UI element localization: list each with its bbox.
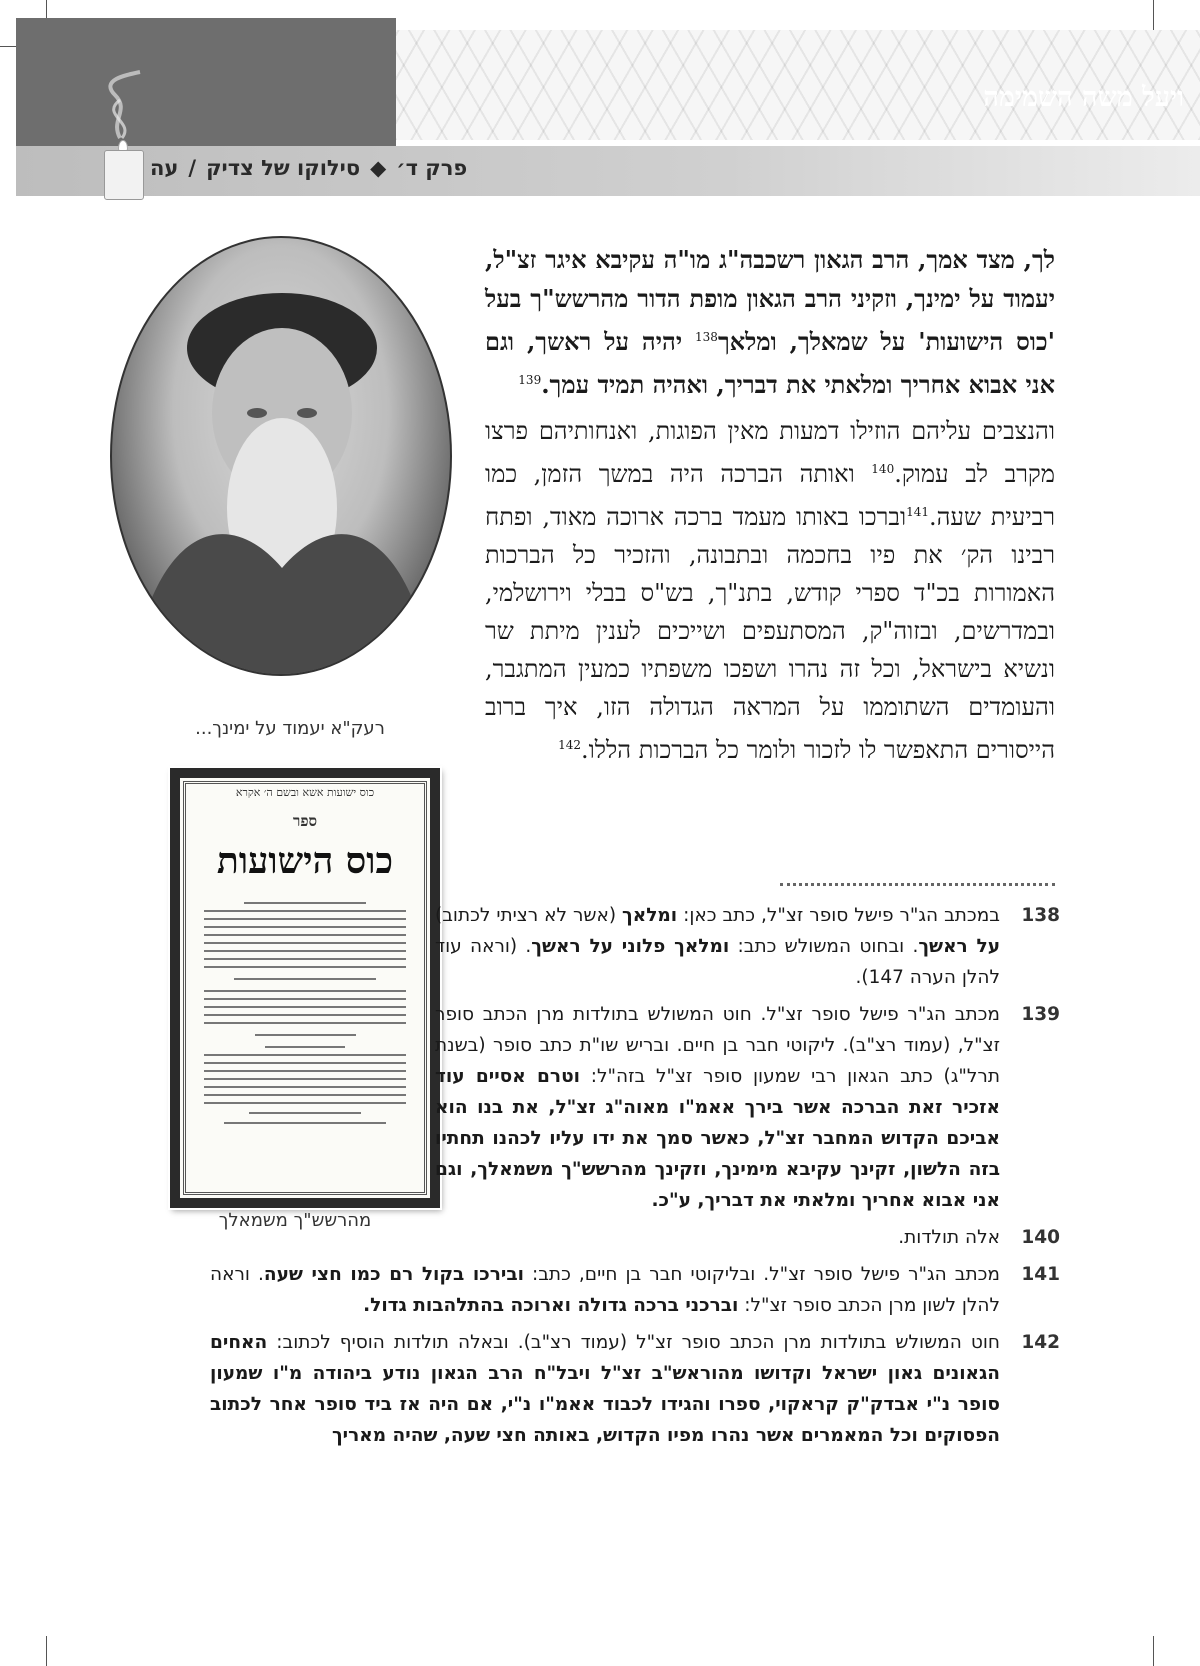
footnote-number: 142 bbox=[1021, 1332, 1060, 1353]
portrait-drawing bbox=[112, 238, 450, 674]
footnote: 141 מכתב הג"ר פישל סופר זצ"ל. ובליקוטי חבר בן חיים, כתב: ובירכו בקול רם כמו חצי שעה. וראה להלן לשון מרן הכתב סופר זצ"ל: וברכני ברכה גדולה וארוכה בהתלהבות גדול. bbox=[210, 1259, 1060, 1321]
footnote-ref: 140 bbox=[871, 462, 895, 476]
main-text bbox=[485, 240, 1055, 769]
cover-title: כוס הישועות bbox=[216, 840, 394, 882]
footnote-ref: 142 bbox=[558, 738, 582, 752]
footnote-ref: 139 bbox=[518, 373, 542, 387]
candle-icon bbox=[104, 150, 144, 200]
separator: / bbox=[188, 156, 197, 180]
crop-mark bbox=[1153, 0, 1154, 30]
footnote: 140 אלה תולדות. bbox=[210, 1222, 1060, 1253]
paragraph-narrative: והנצבים עליהם הוזילו דמעות מאין הפוגות, ואנחותיהם פרצו מקרב לב עמוק.$^{140}$ ואותה הברכה היה במשך הזמן, כמו רביעית שעה.$^{141}$וברכו באותו מעמד ברכה ארוכה מאוד, ופתח רבינו הק׳ את פיו בחכמה ובתבונה, והזכיר כל הברכות האמורות בכ"ד ספרי קודש, בתנ"ך, בש"ס בבלי וירושלמי, ובמדרשים, ובזוה"ק, המסתעפים ושייכים לענין מיתת שר ונשיא בישראל, וכל זה נהרו ושפכו משפתיו כמעין המתגבר, והעומדים השתוממו על המראה הגדולה הזו, איך ברוב הייסורים התאפשר לו לזכור ולומר כל הברכות הללו.$^{142}$ bbox=[485, 417, 1056, 764]
cover-top-line: כוס ישועות אשא ובשם ה׳ אקרא bbox=[235, 786, 375, 799]
chapter-name: סילוקו של צדיק bbox=[206, 156, 361, 180]
cover-label: ספר bbox=[292, 812, 318, 830]
crop-mark bbox=[46, 1636, 47, 1666]
footnote: 139 מכתב הג"ר פישל סופר זצ"ל. חוט המשולש בתולדות מרן הכתב סופר זצ"ל, (עמוד רצ"ב). ליקוטי חבר בן חיים. ובריש שו"ת כתב סופר (בשנת תרל"ג) כתב הגאון רבי שמעון סופר זצ"ל בזה"ל: וטרם אסיים עוד אזכיר זאת הברכה אשר בירך אאמ"ו מאוה"ג זצ"ל, את בנו הוא אביכם הקדוש המחבר זצ"ל, כאשר סמך את ידו עליו לכהנו תחתיו בזה הלשון, זקינך עקיבא מימינך, וזקינך מהרשש"ך משמאלך, וגם אני אבוא אחריך ומלאתי את דבריך, ע"כ. bbox=[435, 999, 1060, 1216]
book-title: ויעל משה השמימה bbox=[983, 82, 1184, 113]
footnote-divider bbox=[780, 883, 1055, 886]
crop-mark bbox=[1153, 1636, 1154, 1666]
running-header bbox=[150, 156, 467, 180]
footnote: 142 חוט המשולש בתולדות מרן הכתב סופר זצ"ל (עמוד רצ"ב). ובאלה תולדות הוסיף לכתוב: האחים הגאונים גאון ישראל וקדושו מהוראש"ב זצ"ל ויבל"ח הרב הגאון נודע ביהודה מ"ו שמעון סופר נ"י אבדק"ק קראקוי, ספרו והגידו לכבוד אאמ"ו נ"י, אם היה אז ביד סופר אחר לכתוב הפסוקים וכל המאמרים אשר נהרו מפיו הקדוש, באותה חצי שעה, שהיה מאריך bbox=[210, 1327, 1060, 1451]
portrait-image bbox=[110, 236, 452, 676]
footnote-number: 141 bbox=[1021, 1264, 1060, 1285]
diamond-icon: ◆ bbox=[370, 156, 387, 180]
cover-caption: מהרשש"ך משמאלך bbox=[218, 1210, 372, 1231]
footnote-number: 140 bbox=[1021, 1227, 1060, 1248]
footnotes bbox=[210, 900, 1060, 1457]
chapter-label: פרק ד׳ bbox=[396, 156, 468, 180]
paragraph-blessing: לך, מצד אמך, הרב הגאון רשכבה"ג מו"ה עקיבא איגר זצ"ל, יעמוד על ימינך, וזקיני הרב הגאון מופת הדור מהרשש"ך בעל 'כוס הישועות' על שמאלך, ומלאך$^{138}$ יהיה על ראשך, וגם אני אבוא אחריך ומלאתי את דבריך, ואהיה תמיד עמך.$^{139}$ bbox=[485, 245, 1055, 399]
portrait-caption: רעק"א יעמוד על ימינך... bbox=[195, 718, 385, 739]
footnote-number: 138 bbox=[1021, 905, 1060, 926]
smoke-icon bbox=[60, 70, 180, 140]
footnote-ref: 141 bbox=[906, 505, 929, 519]
page-number: עה bbox=[150, 156, 179, 180]
footnote: 138 במכתב הג"ר פישל סופר זצ"ל, כתב כאן: ומלאך (אשר לא רציתי לכתוב) על ראשך. ובחוט המשולש כתב: ומלאך פלוני על ראשך. (וראה עוד להלן הערה 147). bbox=[435, 900, 1060, 993]
footnote-ref: 138 bbox=[695, 330, 718, 344]
footnote-number: 139 bbox=[1021, 1004, 1060, 1025]
